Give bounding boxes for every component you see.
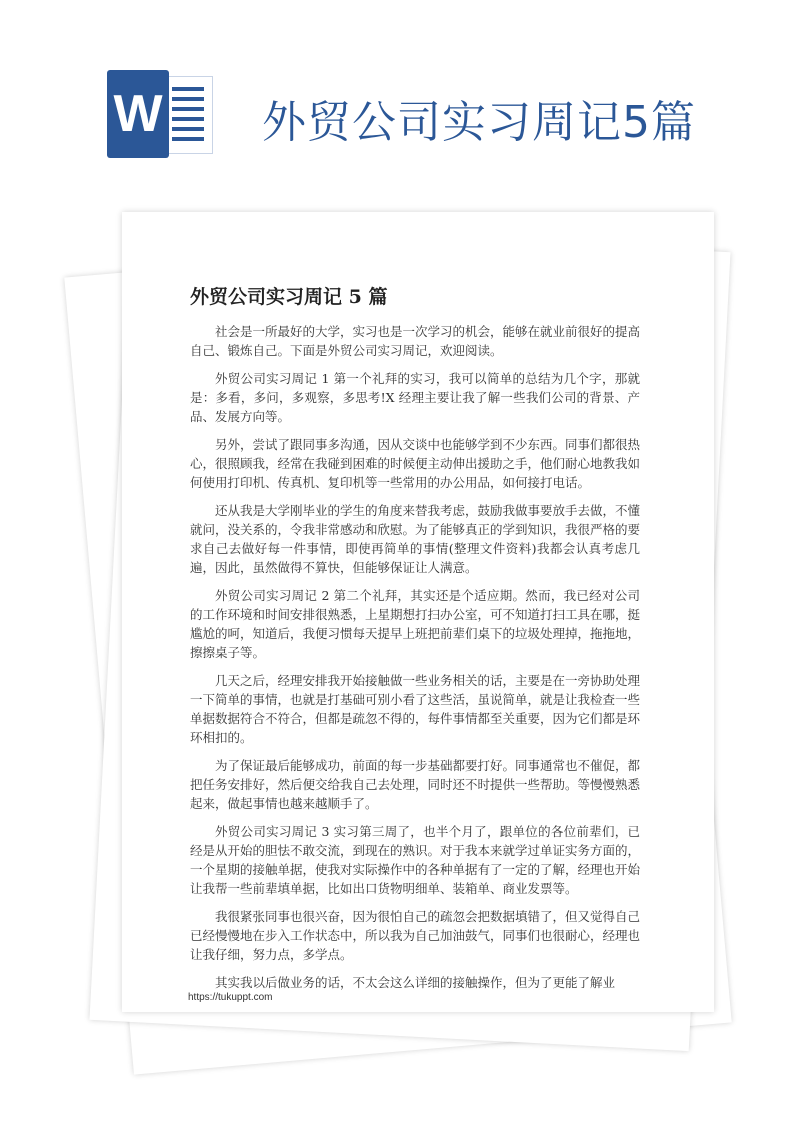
- banner-title: 外贸公司实习周记5篇: [262, 97, 696, 148]
- document-title: 外贸公司实习周记 5 篇: [190, 286, 388, 308]
- word-letter-badge: W: [107, 70, 169, 158]
- paragraph: 我很紧张同事也很兴奋，因为很怕自己的疏忽会把数据填错了，但又觉得自己已经慢慢地在步入工作状态中，所以我为自己加油鼓气，同事们也很耐心，经理也让我仔细，努力点，多学点。: [190, 909, 641, 962]
- banner: [0, 0, 800, 175]
- paragraph: 外贸公司实习周记 1 第一个礼拜的实习，我可以简单的总结为几个字，那就是：多看，多问，多观察，多思考!X 经理主要让我了解一些我们公司的背景、产品、发展方向等。: [190, 371, 640, 424]
- footer-url: https://tukuppt.com: [188, 992, 273, 1003]
- paragraph: 几天之后，经理安排我开始接触做一些业务相关的话，主要是在一旁协助处理一下简单的事情，也就是打基础可别小看了这些活，虽说简单，就是让我检查一些单据数据符合不符合，但都是疏忽不得的，每件事情都至关重要，因为它们都是环环相扣的。: [190, 673, 641, 745]
- paragraph: 社会是一所最好的大学，实习也是一次学习的机会，能够在就业前很好的提高自己、锻炼自己。下面是外贸公司实习周记，欢迎阅读。: [190, 324, 641, 358]
- paragraph: 外贸公司实习周记 2 第二个礼拜，其实还是个适应期。然而，我已经对公司的工作环境和时间安排很熟悉，上星期想打扫办公室，可不知道打扫工具在哪，挺尴尬的呵，知道后，我便习惯每天提早上班把前辈们桌下的垃圾处理掉，拖拖地，擦擦桌子等。: [190, 588, 641, 660]
- paragraph: 还从我是大学刚毕业的学生的角度来替我考虑，鼓励我做事要放手去做，不懂就问，没关系的，令我非常感动和欣慰。为了能够真正的学到知识，我很严格的要求自己去做好每一件事情，即使再简单的事情(整理文件资料)我都会认真考虑几遍，因此，虽然做得不算快，但能够保证让人满意。: [190, 503, 641, 575]
- paragraph: 为了保证最后能够成功，前面的每一步基础都要打好。同事通常也不催促，都把任务安排好，然后便交给我自己去处理，同时还不时提供一些帮助。等慢慢熟悉起来，做起事情也越来越顺手了。: [190, 758, 641, 811]
- paragraph: 外贸公司实习周记 3 实习第三周了，也半个月了，跟单位的各位前辈们，已经是从开始的胆怯不敢交流，到现在的熟识。对于我本来就学过单证实务方面的，一个星期的接触单据，使我对实际操作中的各种单据有了一定的了解，经理也开始让我帮一些前辈填单据，比如出口货物明细单、装箱单、商业发票等。: [190, 824, 641, 896]
- paragraph: 另外，尝试了跟同事多沟通，因从交谈中也能够学到不少东西。同事们都很热心，很照顾我，经常在我碰到困难的时候便主动伸出援助之手，他们耐心地教我如何使用打印机、传真机、复印机等一些常用的办公用品，如何接打电话。: [190, 437, 641, 490]
- paragraph: 其实我以后做业务的话，不太会这么详细的接触操作，但为了更能了解业: [215, 975, 616, 990]
- document-page: [122, 212, 714, 1012]
- document-body: [190, 322, 640, 1001]
- word-document-icon: [107, 70, 213, 158]
